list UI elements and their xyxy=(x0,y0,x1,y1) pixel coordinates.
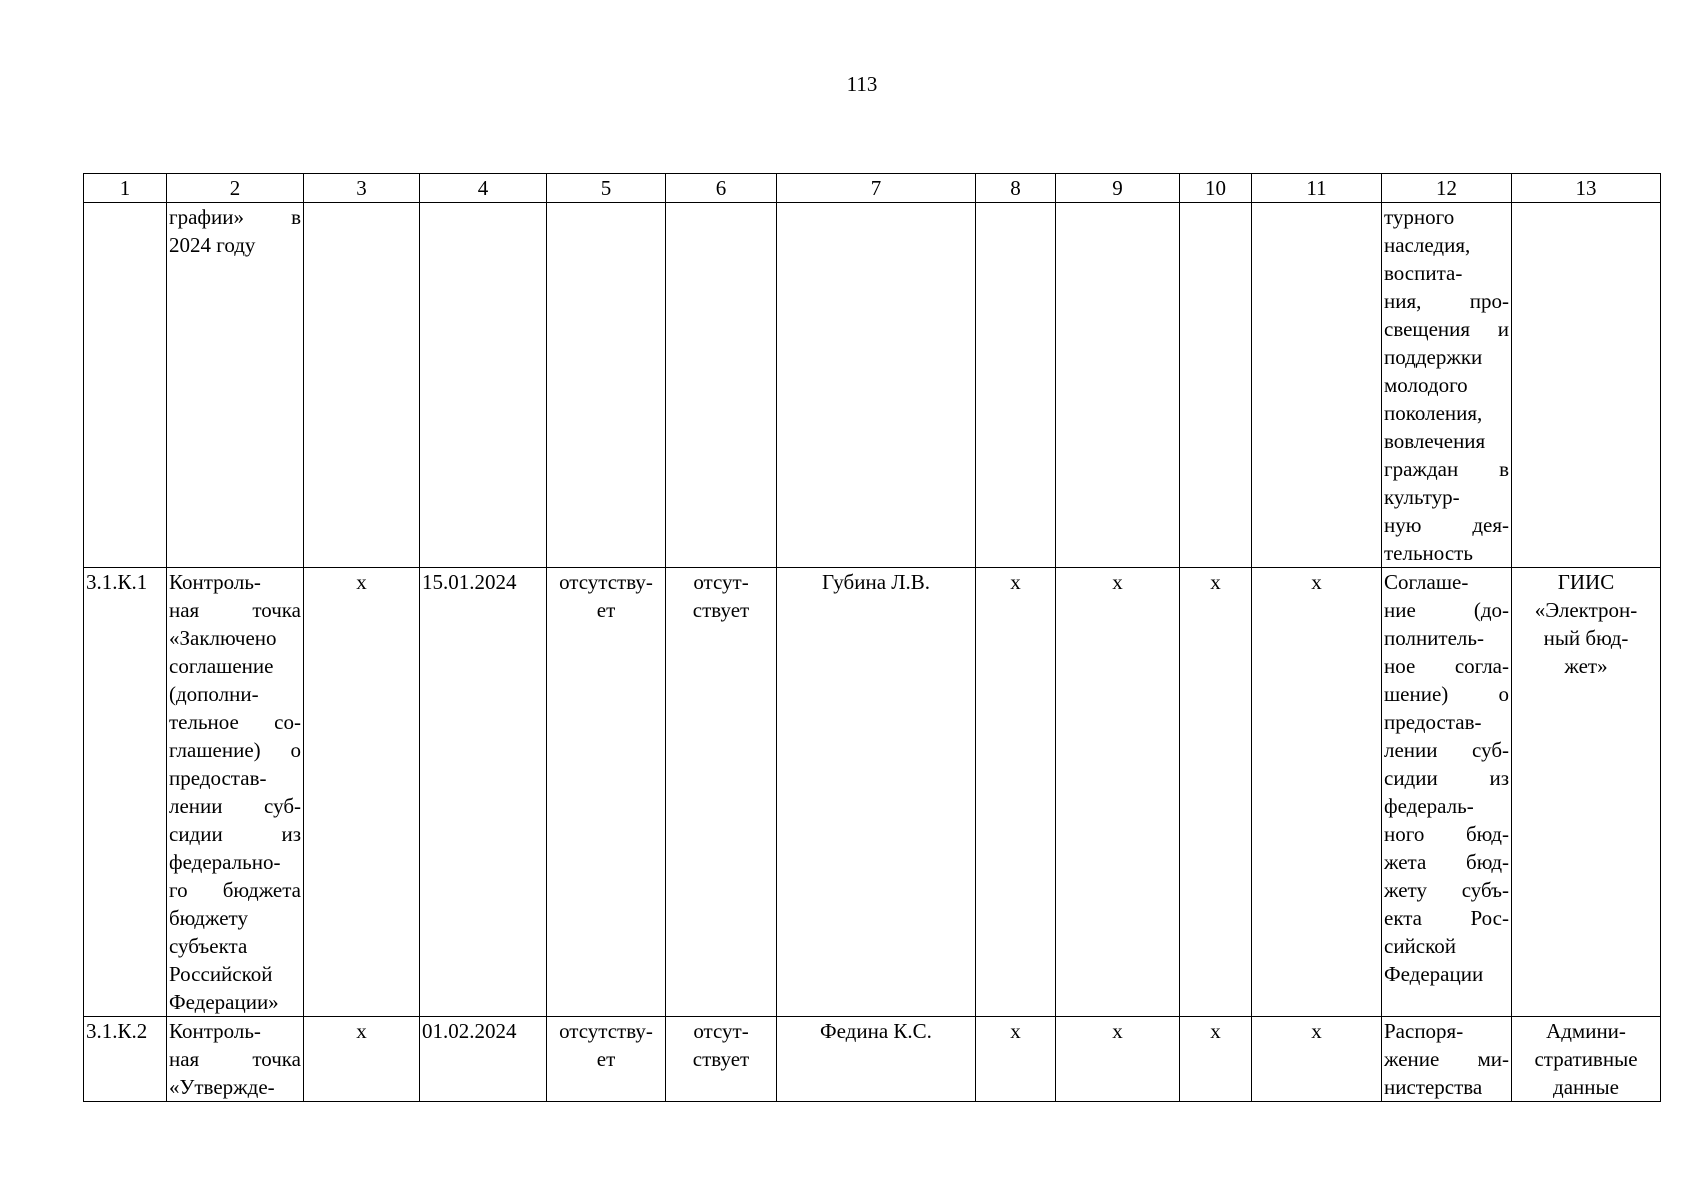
cell-col5 xyxy=(547,1017,666,1102)
cell-line: тельность xyxy=(1384,541,1473,565)
header-cell: 7 xyxy=(777,174,976,203)
table-row xyxy=(84,568,1661,1017)
header-cell: 6 xyxy=(666,174,777,203)
cell-line: вовлечения xyxy=(1384,429,1486,453)
cell-line: сийской xyxy=(1384,934,1456,958)
cell-line: ет xyxy=(596,598,616,622)
cell-line: предостав- xyxy=(169,766,267,790)
cell-col3: х xyxy=(304,1017,420,1102)
cell-col6 xyxy=(666,568,777,1017)
cell-line: ствует xyxy=(692,598,750,622)
cell-col11: х xyxy=(1252,1017,1382,1102)
header-cell: 1 xyxy=(84,174,167,203)
cell-line: полнитель- xyxy=(1384,626,1484,650)
cell-responsible xyxy=(777,203,976,568)
cell-line: предостав- xyxy=(1384,710,1482,734)
cell-line: (дополни- xyxy=(169,682,259,706)
header-cell: 4 xyxy=(420,174,547,203)
table-row-continued xyxy=(84,203,1661,568)
cell-col10 xyxy=(1180,203,1252,568)
cell-line: отсутству- xyxy=(559,1019,653,1043)
cell-line: соглашение xyxy=(169,654,274,678)
cell-line: ную дея- xyxy=(1384,513,1509,537)
header-cell: 3 xyxy=(304,174,420,203)
cell-line: молодого xyxy=(1384,373,1468,397)
cell-line: тельное со- xyxy=(169,710,301,734)
cell-line: отсутству- xyxy=(559,570,653,594)
cell-line: сидии из xyxy=(1384,766,1509,790)
cell-line: Федерации xyxy=(1384,962,1484,986)
cell-line: федерально- xyxy=(169,850,281,874)
cell-col6 xyxy=(666,203,777,568)
cell-line: Российской xyxy=(169,962,273,986)
cell-line: ние (до- xyxy=(1384,598,1509,622)
table-row xyxy=(84,1017,1661,1102)
cell-line: шение) о xyxy=(1384,682,1509,706)
cell-line: федераль- xyxy=(1384,794,1474,818)
cell-line: Федерации» xyxy=(169,990,279,1014)
cell-col9: х xyxy=(1056,1017,1180,1102)
page-number: 113 xyxy=(846,72,878,96)
cell-line: «Утвержде- xyxy=(169,1075,275,1099)
header-cell: 11 xyxy=(1252,174,1382,203)
cell-result xyxy=(1382,568,1512,1017)
cell-col10: х xyxy=(1180,568,1252,1017)
cell-line: «Электрон- xyxy=(1534,598,1638,622)
cell-col6 xyxy=(666,1017,777,1102)
cell-description xyxy=(167,568,304,1017)
cell-line: Распоря- xyxy=(1384,1019,1464,1043)
cell-line: сидии из xyxy=(169,822,301,846)
cell-line: Админи- xyxy=(1546,1019,1626,1043)
header-cell: 13 xyxy=(1512,174,1661,203)
cell-col5 xyxy=(547,568,666,1017)
cell-source xyxy=(1512,568,1661,1017)
header-cell: 12 xyxy=(1382,174,1512,203)
cell-line: воспита- xyxy=(1384,261,1463,285)
cell-date: 01.02.2024 xyxy=(420,1017,547,1102)
cell-line: жет» xyxy=(1564,654,1608,678)
schedule-table xyxy=(83,173,1661,1102)
cell-code: 3.1.К.2 xyxy=(84,1017,167,1102)
cell-line: жету субъ- xyxy=(1384,878,1509,902)
cell-line: данные xyxy=(1553,1075,1619,1099)
cell-line: графии» в xyxy=(169,205,301,229)
cell-line: го бюджета xyxy=(169,878,301,902)
cell-line: ное согла- xyxy=(1384,654,1509,678)
cell-line: лении суб- xyxy=(169,794,301,818)
cell-line: поддержки xyxy=(1384,345,1483,369)
cell-line: отсут- xyxy=(693,570,749,594)
cell-line: субъекта xyxy=(169,934,248,958)
cell-col8: х xyxy=(976,1017,1056,1102)
table-header-row xyxy=(84,174,1661,203)
cell-responsible: Федина К.С. xyxy=(777,1017,976,1102)
cell-col3: х xyxy=(304,568,420,1017)
cell-line: культур- xyxy=(1384,485,1460,509)
cell-line: лении суб- xyxy=(1384,738,1509,762)
cell-code: 3.1.К.1 xyxy=(84,568,167,1017)
cell-line: нистерства xyxy=(1384,1075,1483,1099)
cell-col11: х xyxy=(1252,568,1382,1017)
cell-line: ния, про- xyxy=(1384,289,1509,313)
cell-line: стративные xyxy=(1534,1047,1638,1071)
cell-line: ный бюд- xyxy=(1543,626,1629,650)
cell-line: жета бюд- xyxy=(1384,850,1509,874)
cell-date: 15.01.2024 xyxy=(420,568,547,1017)
cell-line: наследия, xyxy=(1384,233,1471,257)
cell-line: Соглаше- xyxy=(1384,570,1469,594)
cell-source xyxy=(1512,203,1661,568)
cell-line: екта Рос- xyxy=(1384,906,1509,930)
cell-line: отсут- xyxy=(693,1019,749,1043)
cell-line: Контроль- xyxy=(169,1019,261,1043)
cell-col3 xyxy=(304,203,420,568)
header-cell: 5 xyxy=(547,174,666,203)
cell-code xyxy=(84,203,167,568)
cell-col9: х xyxy=(1056,568,1180,1017)
header-cell: 10 xyxy=(1180,174,1252,203)
cell-col8 xyxy=(976,203,1056,568)
cell-line: 2024 году xyxy=(169,233,256,257)
cell-col9 xyxy=(1056,203,1180,568)
cell-line: поколения, xyxy=(1384,401,1483,425)
cell-line: «Заключено xyxy=(169,626,277,650)
cell-col8: х xyxy=(976,568,1056,1017)
cell-line: ет xyxy=(596,1047,616,1071)
header-cell: 2 xyxy=(167,174,304,203)
cell-line: граждан в xyxy=(1384,457,1509,481)
cell-line: глашение) о xyxy=(169,738,301,762)
cell-line: турного xyxy=(1384,205,1455,229)
header-cell: 8 xyxy=(976,174,1056,203)
cell-source xyxy=(1512,1017,1661,1102)
cell-col10: х xyxy=(1180,1017,1252,1102)
cell-responsible: Губина Л.В. xyxy=(777,568,976,1017)
cell-line: ГИИС xyxy=(1557,570,1615,594)
cell-result xyxy=(1382,1017,1512,1102)
cell-line: бюджету xyxy=(169,906,248,930)
cell-date xyxy=(420,203,547,568)
cell-line: ствует xyxy=(692,1047,750,1071)
cell-line: жение ми- xyxy=(1384,1047,1509,1071)
cell-line: ная точка xyxy=(169,598,301,622)
cell-col5 xyxy=(547,203,666,568)
cell-description xyxy=(167,1017,304,1102)
cell-line: ная точка xyxy=(169,1047,301,1071)
cell-line: свещения и xyxy=(1384,317,1509,341)
cell-col11 xyxy=(1252,203,1382,568)
cell-line: ного бюд- xyxy=(1384,822,1509,846)
cell-description xyxy=(167,203,304,568)
header-cell: 9 xyxy=(1056,174,1180,203)
cell-result xyxy=(1382,203,1512,568)
cell-line: Контроль- xyxy=(169,570,261,594)
